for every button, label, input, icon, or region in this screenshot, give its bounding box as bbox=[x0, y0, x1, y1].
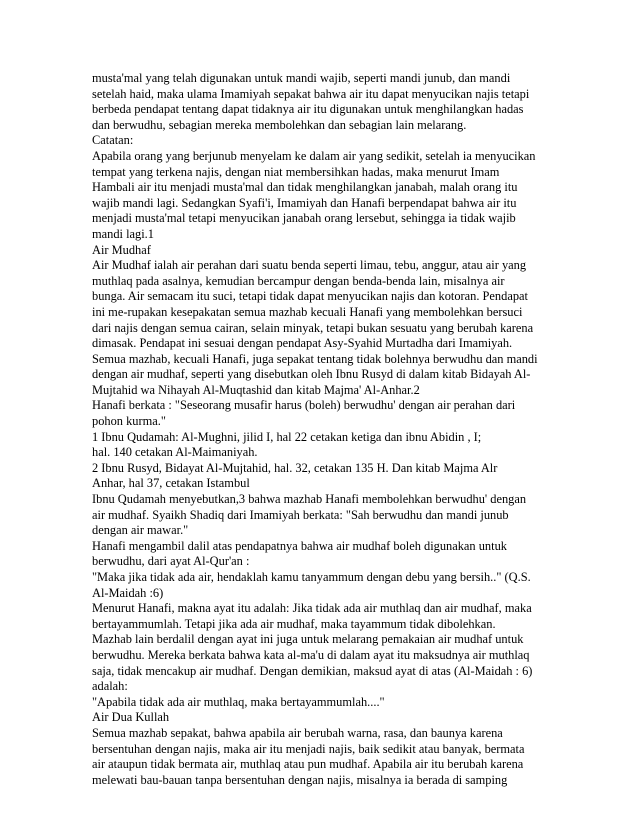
text-line: adalah: bbox=[92, 679, 128, 694]
text-line: berbeda pendapat tentang dapat tidaknya air itu digunakan untuk menghilangkan hadas bbox=[92, 102, 524, 117]
text-line: setelah haid, maka ulama Imamiyah sepakat bahwa air itu dapat menyucikan najis tetapi bbox=[92, 86, 530, 101]
text-line: dengan air mudhaf, seperti yang disebutkan oleh Ibnu Rusyd di dalam kitab Bidayah Al- bbox=[92, 367, 531, 382]
text-line: Air Mudhaf ialah air perahan dari suatu benda seperti limau, tebu, anggur, atau air yang bbox=[92, 258, 527, 273]
text-line: "Maka jika tidak ada air, hendaklah kamu tanyammum dengan debu yang bersih.." (Q.S. bbox=[92, 570, 531, 584]
text-line: Hanafi mengambil dalil atas pendapatnya bahwa air mudhaf boleh digunakan untuk bbox=[92, 538, 507, 553]
text-line: "Apabila tidak ada air muthlaq, maka bertayammumlah...." bbox=[92, 694, 385, 709]
text-line: Ibnu Qudamah menyebutkan,3 bahwa mazhab Hanafi membolehkan berwudhu' dengan bbox=[92, 492, 527, 507]
text-line: Mazhab lain berdalil dengan ayat ini juga untuk melarang pemakaian air mudhaf untuk bbox=[92, 632, 524, 647]
text-line: menjadi musta'mal tetapi menyucikan janabah orang lersebut, sehingga ia tidak wajib bbox=[92, 211, 516, 226]
text-line: air ataupun tidak bermata air, muthlaq atau pun mudhaf. Apabila air itu berubah karena bbox=[92, 757, 524, 772]
text-line: ini me-rupakan kesepakatan semua mazhab kecuali Hanafi yang membolehkan bersuci bbox=[92, 304, 523, 319]
text-line: mandi lagi.1 bbox=[92, 226, 154, 241]
text-line: muthlaq pada asalnya, kemudian bercampur dengan benda-benda lain, misalnya air bbox=[92, 273, 505, 288]
text-line: tempat yang terkena najis, dengan niat membersihkan hadas, maka menurut Imam bbox=[92, 164, 500, 179]
text-line: Hanafi berkata : "Seseorang musafir harus (boleh) berwudhu' dengan air perahan dari bbox=[92, 398, 516, 413]
text-line: Al-Maidah :6) bbox=[92, 585, 164, 600]
text-line: wajib mandi lagi. Sedangkan Syafi'i, Imamiyah dan Hanafi berpendapat bahwa air itu bbox=[92, 195, 517, 210]
text-line: Apabila orang yang berjunub menyelam ke dalam air yang sedikit, setelah ia menyucikan bbox=[92, 148, 536, 163]
text-line: bunga. Air semacam itu suci, tetapi tidak dapat menyucikan najis dan kotoran. Pendapat bbox=[92, 289, 528, 304]
text-line: hal. 140 cetakan Al-Maimaniyah. bbox=[92, 445, 258, 460]
text-line: 1 Ibnu Qudamah: Al-Mughni, jilid I, hal 22 cetakan ketiga dan ibnu Abidin , I; bbox=[92, 429, 482, 444]
text-line: dengan air mawar." bbox=[92, 523, 189, 538]
text-line: dan berwudhu, sebagian mereka membolehkan dan sebagian lain melarang. bbox=[92, 117, 467, 132]
text-line: Catatan: bbox=[92, 133, 134, 148]
text-line: Air Mudhaf bbox=[92, 242, 151, 257]
text-line: bersentuhan dengan najis, maka air itu menjadi najis, baik sedikit atau banyak, bermata bbox=[92, 741, 525, 756]
text-line: Hambali air itu menjadi musta'mal dan tidak menghilangkan janabah, malah orang itu bbox=[92, 180, 518, 195]
text-line: air mudhaf. Syaikh Shadiq dari Imamiyah berkata: "Sah berwudhu dan mandi junub bbox=[92, 507, 509, 522]
text-line: dimasak. Pendapat ini sesuai dengan pendapat Asy-Syahid Murtadha dari Imamiyah. bbox=[92, 336, 513, 351]
text-line: pohon kurma." bbox=[92, 414, 166, 429]
text-line: Anhar, hal 37, cetakan Istambul bbox=[92, 476, 250, 491]
text-line: Air Dua Kullah bbox=[92, 710, 170, 725]
text-line: Semua mazhab sepakat, bahwa apabila air berubah warna, rasa, dan baunya karena bbox=[92, 725, 503, 740]
text-line: berwudhu, dari ayat Al-Qur'an : bbox=[92, 554, 250, 569]
text-line: berwudhu. Mereka berkata bahwa kata al-ma'u di dalam ayat itu maksudnya air muthlaq bbox=[92, 647, 530, 662]
text-line: Mujtahid wa Nihayah Al-Muqtashid dan kitab Majma' Al-Anhar.2 bbox=[92, 382, 420, 397]
text-line: saja, tidak mencakup air mudhaf. Dengan demikian, maksud ayat di atas (Al-Maidah : 6) bbox=[92, 663, 533, 678]
text-line: Semua mazhab, kecuali Hanafi, juga sepakat tentang tidak bolehnya berwudhu dan mandi bbox=[92, 351, 538, 366]
text-line: musta'mal yang telah digunakan untuk mandi wajib, seperti mandi junub, dan mandi bbox=[92, 71, 511, 85]
text-line: melewati bau-bauan tanpa bersentuhan dengan najis, misalnya ia berada di samping bbox=[92, 772, 508, 787]
text-line: 2 Ibnu Rusyd, Bidayat Al-Mujtahid, hal. 32, cetakan 135 H. Dan kitab Majma Alr bbox=[92, 460, 498, 475]
text-line: dari najis dengan semua cairan, selain minyak, tetapi bukan sesuatu yang berubah karena bbox=[92, 320, 534, 335]
text-line: bertayammumlah. Tetapi jika ada air mudhaf, maka tayammum tidak dibolehkan. bbox=[92, 616, 496, 631]
document-body bbox=[92, 71, 550, 788]
text-line: Menurut Hanafi, makna ayat itu adalah: Jika tidak ada air muthlaq dan air mudhaf, maka bbox=[92, 601, 532, 616]
